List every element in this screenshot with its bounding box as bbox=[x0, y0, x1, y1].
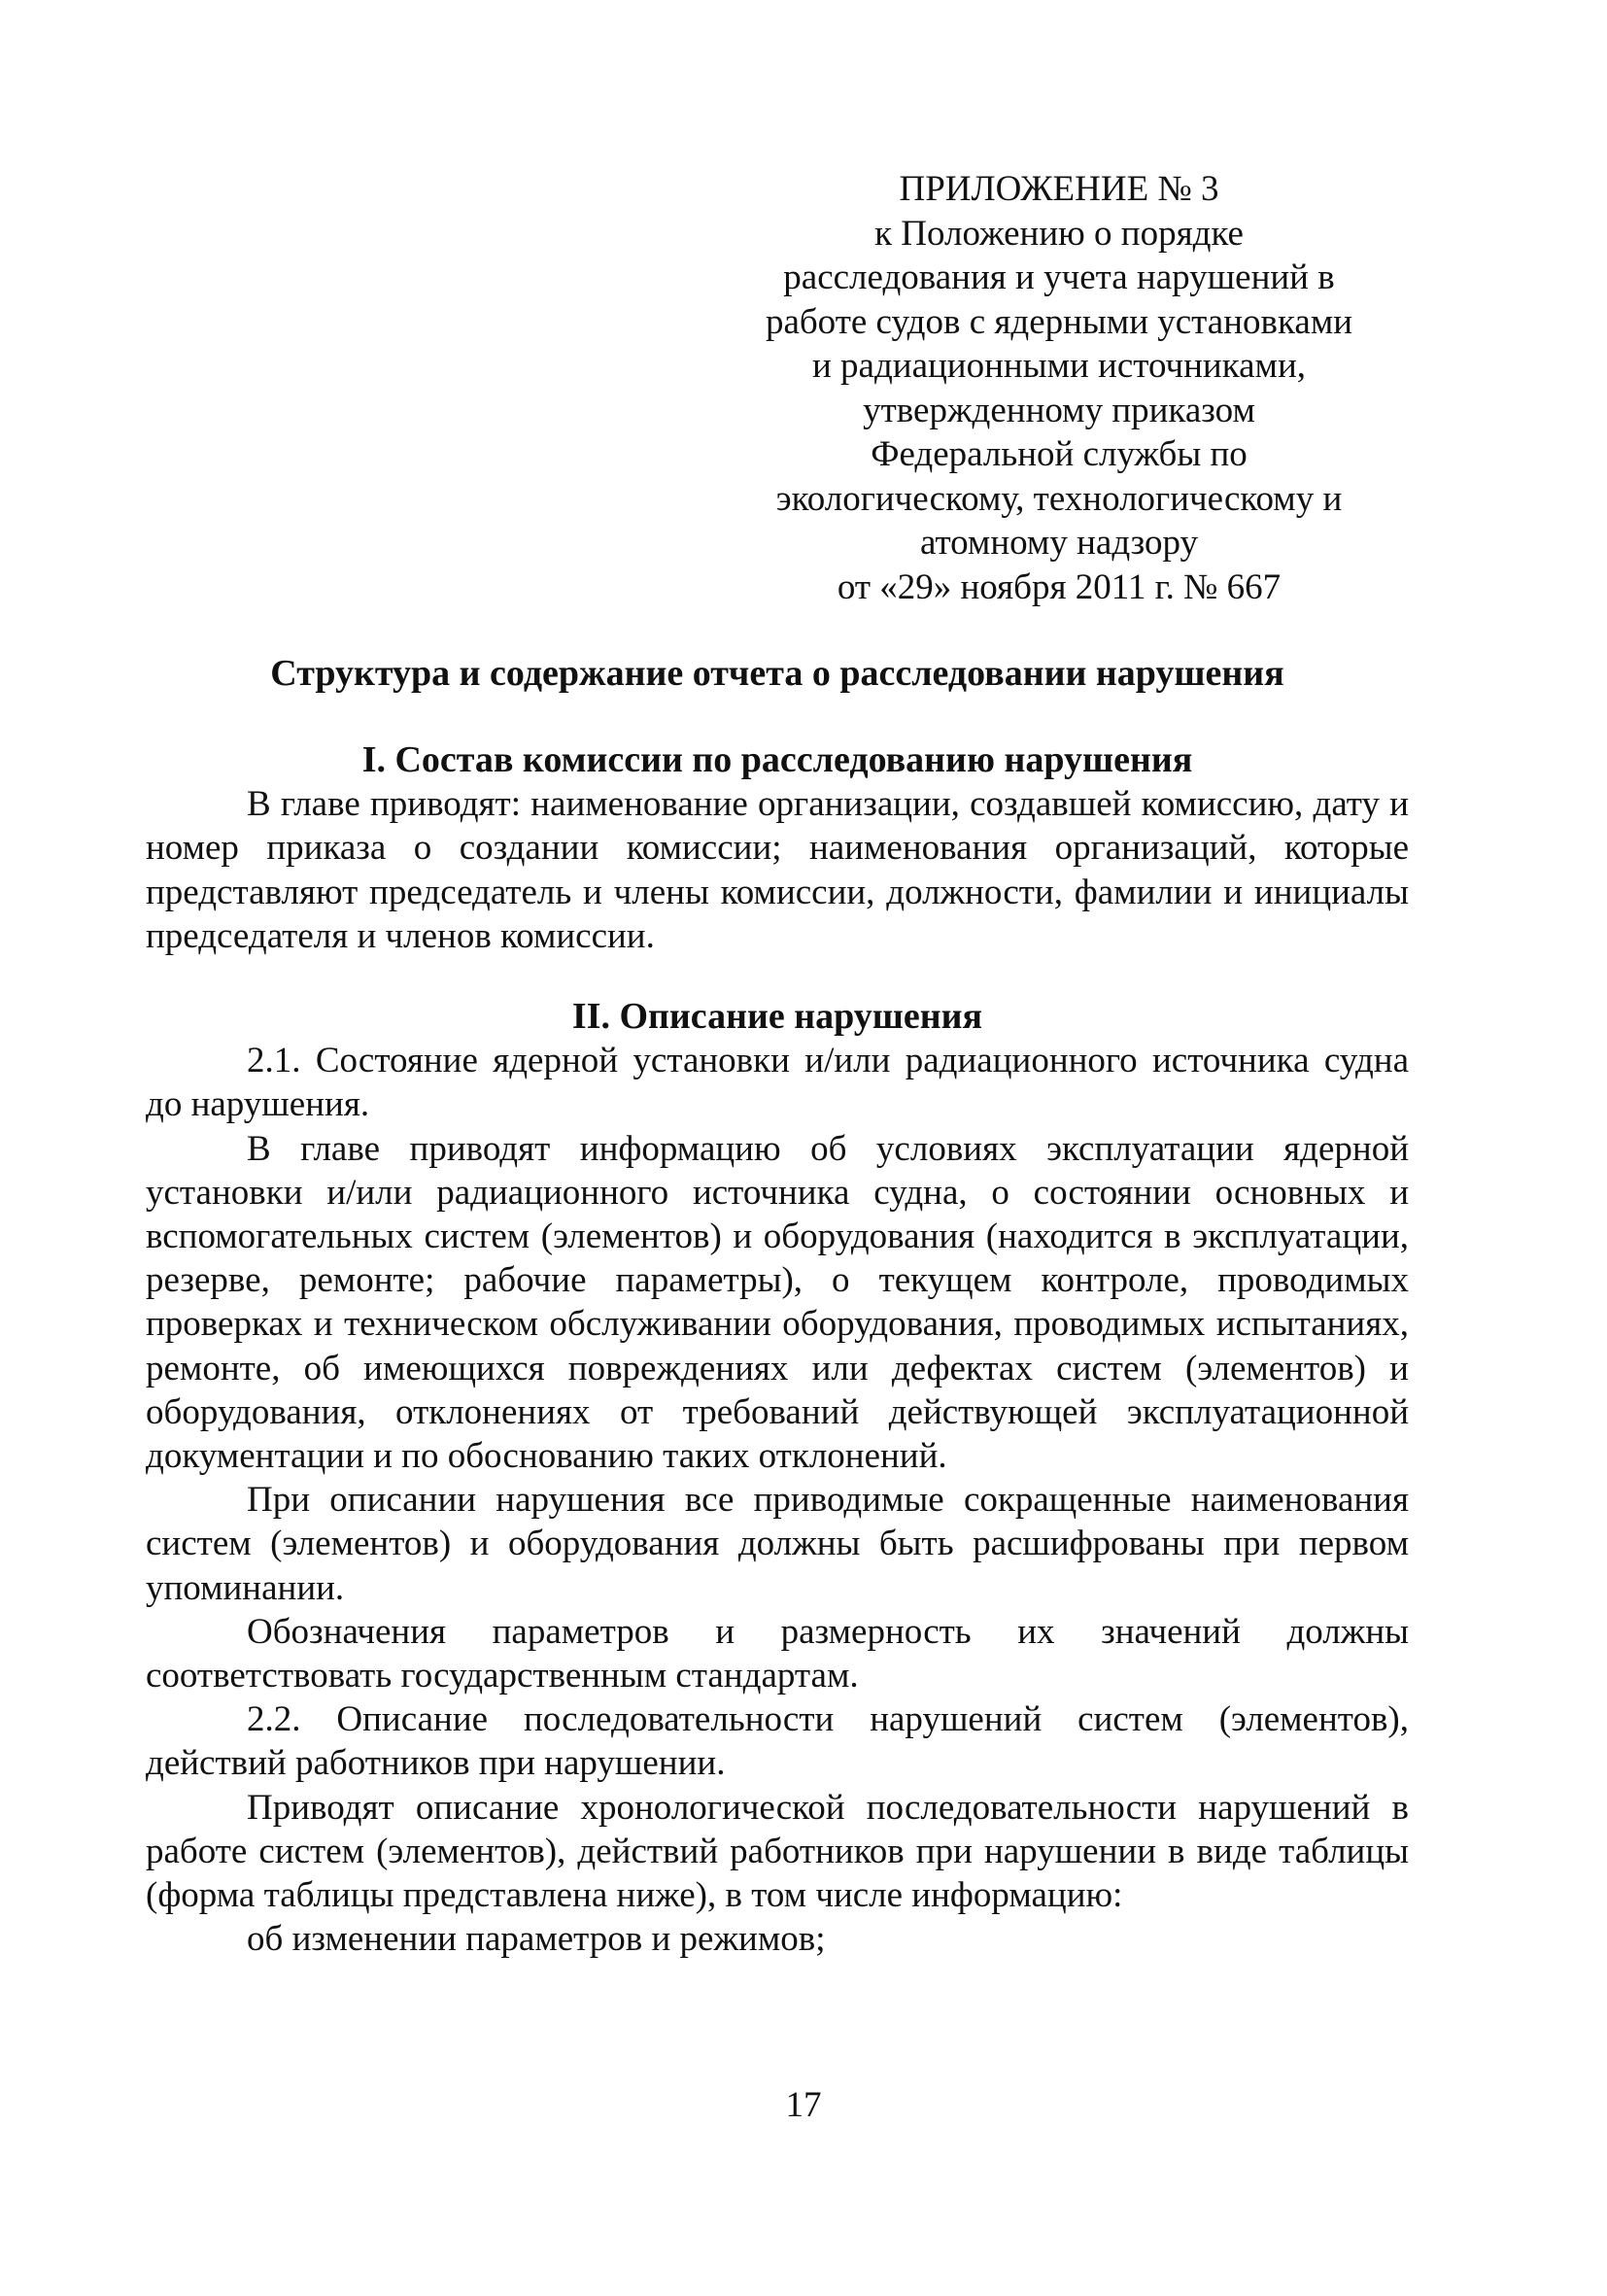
section-2-paragraph: об изменении параметров и режимов; bbox=[247, 1919, 826, 1960]
section-2-paragraph: В главе приводят информацию об условиях эксплуатации ядерной установки и/или радиационного источника судна, о состоянии основных и вспомогательных систем (элементов) и оборудования (находится в эксплуатации, резерве, ремонте; рабочие параметры), о текущем контроле, проводимых проверках и техническом обслуживании оборудования, проводимых испытаниях, ремонте, об имеющихся повреждениях или дефектах систем (элементов) и оборудования, отклонениях от требований действующей эксплуатационной документации и по обоснованию таких отклонений. bbox=[146, 1128, 1409, 1477]
section-2-paragraph: Приводят описание хронологической последовательности нарушений в работе систем (элементов), действий работников при нарушении в виде таблицы (форма таблицы представлена ниже), в том числе информацию: bbox=[146, 1787, 1409, 1916]
appendix-line: утвержденному приказом bbox=[863, 390, 1255, 430]
section-2-paragraph: 2.2. Описание последовательности нарушений систем (элементов), действий работников при нарушении. bbox=[146, 1699, 1409, 1784]
appendix-line: Федеральной службы по bbox=[871, 434, 1248, 474]
section-2-paragraph: При описании нарушения все приводимые сокращенные наименования систем (элементов) и оборудования должны быть расшифрованы при первом упоминании. bbox=[146, 1480, 1409, 1608]
document-body bbox=[146, 738, 1409, 1961]
section-2-paragraph: Обозначения параметров и размерность их значений должны соответствовать государственным стандартам. bbox=[146, 1611, 1409, 1696]
page-number: 17 bbox=[785, 2085, 822, 2125]
appendix-line: расследования и учета нарушений в bbox=[783, 257, 1335, 297]
appendix-header bbox=[700, 167, 1419, 609]
appendix-line: от «29» ноября 2011 г. № 667 bbox=[837, 566, 1282, 607]
appendix-line: ПРИЛОЖЕНИЕ № 3 bbox=[899, 169, 1219, 209]
appendix-line: и радиационными источниками, bbox=[811, 346, 1306, 386]
appendix-line: работе судов с ядерными установками bbox=[765, 301, 1353, 342]
appendix-line: к Положению о порядке bbox=[874, 213, 1244, 254]
document-title: Структура и содержание отчета о расследовании нарушения bbox=[270, 653, 1284, 694]
section-1-heading: I. Состав комиссии по расследованию нарушения bbox=[361, 739, 1193, 780]
section-2-heading: II. Описание нарушения bbox=[571, 996, 983, 1038]
section-2-paragraph: 2.1. Состояние ядерной установки и/или радиационного источника судна до нарушения. bbox=[146, 1041, 1409, 1125]
section-1-paragraph: В главе приводят: наименование организации, создавшей комиссию, дату и номер приказа о создании комиссии; наименования организаций, которые представляют председатель и члены комиссии, должности, фамилии и инициалы председателя и членов комиссии. bbox=[146, 784, 1409, 956]
appendix-line: экологическому, технологическому и bbox=[775, 478, 1343, 519]
appendix-line: атомному надзору bbox=[919, 523, 1199, 563]
